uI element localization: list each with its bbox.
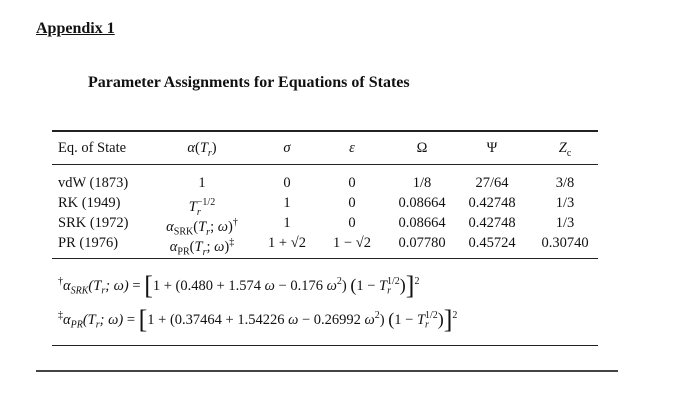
- table-bottom-rule: [52, 345, 598, 346]
- cell-sigma: 1 + √2: [268, 235, 306, 251]
- col-header-zc: $Z_c$: [558, 140, 572, 159]
- footnote-srk: $^\dagger\alpha_{SRK}(T_r$; ω) = [1 + (0.480 + 1.574 ω − 0.176 $\omega^2$) $(1 - T_r^{1/2})]^2$: [58, 270, 420, 300]
- cell-omega: 0.08664: [398, 195, 446, 211]
- cell-epsilon: 0: [348, 215, 356, 231]
- cell-eos: RK (1949): [58, 195, 121, 211]
- col-header-omega: Ω: [416, 140, 428, 156]
- cell-psi: 0.42748: [468, 195, 516, 211]
- cell-epsilon: 1 − √2: [333, 235, 371, 251]
- cell-omega: 1/8: [412, 175, 432, 191]
- cell-alpha: $\alpha_{SRK}(T_r$; ω)†: [166, 217, 238, 238]
- cell-alpha: $\alpha_{PR}(T_r$; ω)‡: [169, 237, 235, 258]
- cell-psi: 0.45724: [468, 235, 516, 251]
- cell-zc: 0.30740: [541, 235, 589, 251]
- cell-eos: vdW (1873): [58, 175, 129, 191]
- cell-zc: 1/3: [555, 195, 575, 211]
- cell-alpha: 1: [198, 175, 206, 191]
- cell-omega: 0.07780: [398, 235, 446, 251]
- cell-sigma: 1: [283, 195, 291, 211]
- cell-psi: 27/64: [475, 175, 509, 191]
- cell-alpha: $T_r^{-1/2}$: [188, 197, 216, 218]
- cell-eos: PR (1976): [58, 235, 119, 251]
- col-header-eos: Eq. of State: [58, 140, 127, 156]
- col-header-sigma: σ: [283, 140, 291, 156]
- cell-epsilon: 0: [348, 195, 356, 211]
- document-title: Parameter Assignments for Equations of States: [88, 74, 410, 91]
- cell-zc: 3/8: [555, 175, 575, 191]
- cell-omega: 0.08664: [398, 215, 446, 231]
- cell-epsilon: 0: [348, 175, 356, 191]
- appendix-label: Appendix 1: [36, 20, 115, 37]
- col-header-epsilon: ε: [349, 140, 355, 156]
- cell-sigma: 0: [283, 175, 291, 191]
- cell-zc: 1/3: [555, 215, 575, 231]
- table-top-rule: [52, 130, 598, 132]
- cell-eos: SRK (1972): [58, 215, 129, 231]
- cell-sigma: 1: [283, 215, 291, 231]
- col-header-psi: Ψ: [486, 140, 498, 156]
- page-footer-rule: [36, 370, 618, 372]
- cell-psi: 0.42748: [468, 215, 516, 231]
- table-body-rule: [52, 258, 598, 259]
- col-header-alpha: $\alpha(T_r)$: [187, 140, 217, 159]
- table-header-rule: [52, 164, 598, 165]
- footnote-pr: $^\ddagger\alpha_{PR}(T_r$; ω) = [1 + (0.37464 + 1.54226 ω − 0.26992 $\omega^2$) $(1 - T_r^{1/2})]^2$: [58, 304, 458, 334]
